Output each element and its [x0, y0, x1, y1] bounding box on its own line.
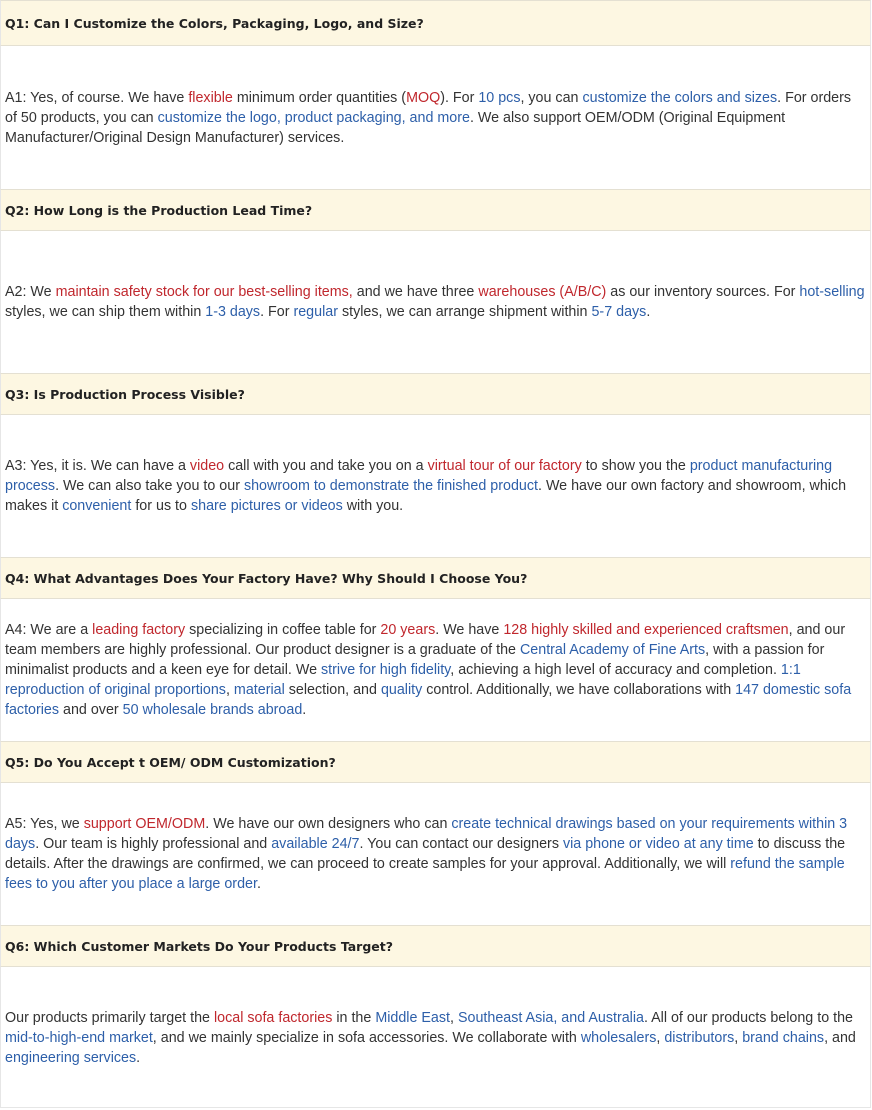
- answer-text-segment: , you can: [520, 89, 583, 106]
- answer-text-segment: ,: [450, 1009, 458, 1026]
- faq-question-6: Q6: Which Customer Markets Do Your Products Target?: [0, 925, 871, 967]
- faq-answer-4: [0, 599, 871, 741]
- faq-answer-3-text: [5, 456, 866, 516]
- faq-answer-5-text: [5, 814, 866, 894]
- answer-text-segment: , and: [824, 1029, 856, 1046]
- highlighted-phrase: 5-7 days: [591, 304, 647, 320]
- answer-text-segment: for us to: [131, 498, 191, 514]
- answer-text-segment: to show you the: [581, 458, 690, 474]
- highlighted-phrase: material: [233, 682, 285, 698]
- highlighted-phrase: warehouses (A/B/C): [478, 284, 607, 300]
- answer-text-segment: with you.: [342, 498, 404, 514]
- highlighted-phrase: customize the colors and sizes: [582, 89, 778, 106]
- answer-text-segment: A2: We: [5, 284, 56, 300]
- answer-text-segment: in the: [332, 1009, 376, 1026]
- answer-text-segment: . For orders of 50 products, you can: [5, 89, 852, 126]
- answer-text-segment: . We have: [435, 622, 504, 638]
- faq-answer-3: [0, 415, 871, 557]
- faq-question-1: Q1: Can I Customize the Colors, Packaging, Logo, and Size?: [0, 0, 871, 46]
- highlighted-phrase: leading factory: [92, 622, 186, 638]
- answer-text-segment: ). For: [440, 89, 479, 106]
- answer-text-segment: Our products primarily target the: [5, 1009, 214, 1026]
- highlighted-phrase: quality: [380, 682, 423, 698]
- highlighted-phrase: showroom to demonstrate the finished product: [243, 478, 538, 494]
- answer-text-segment: A3: Yes, it is. We can have a: [5, 458, 190, 474]
- highlighted-phrase: share pictures or videos: [190, 498, 343, 514]
- highlighted-phrase: 20 years: [380, 622, 436, 638]
- highlighted-phrase: regular: [293, 304, 338, 320]
- answer-text-segment: , and our team members are highly professional. Our product designer is a graduate of the: [5, 622, 846, 658]
- answer-text-segment: as our inventory sources. For: [606, 284, 800, 300]
- highlighted-phrase: Middle East: [375, 1009, 451, 1026]
- answer-text-segment: ,: [734, 1029, 743, 1046]
- answer-text-segment: styles, we can ship them within: [5, 304, 206, 320]
- answer-text-segment: styles, we can arrange shipment within: [337, 304, 592, 320]
- faq-answer-1-text: [5, 88, 866, 148]
- faq-question-3: Q3: Is Production Process Visible?: [0, 373, 871, 415]
- answer-text-segment: . We have our own designers who can: [205, 816, 452, 832]
- answer-text-segment: . Our team is highly professional and: [35, 836, 272, 852]
- highlighted-phrase: 147 domestic sofa factories: [5, 682, 852, 718]
- highlighted-phrase: via phone or video at any time: [562, 836, 754, 852]
- answer-text-segment: to discuss the details. After the drawings are confirmed, we can proceed to create samples for your approval. Additionally, we will: [5, 836, 846, 872]
- faq-answer-6-text: [5, 1008, 866, 1068]
- highlighted-phrase: virtual tour of our factory: [427, 458, 582, 474]
- highlighted-phrase: available 24/7: [271, 836, 360, 852]
- highlighted-phrase: support OEM/ODM: [83, 816, 206, 832]
- answer-text-segment: , with a passion for minimalist products and a keen eye for detail. We: [5, 642, 825, 678]
- answer-text-segment: . We also support OEM/ODM (Original Equipment Manufacturer/Original Design Manufacturer) services.: [5, 109, 786, 146]
- highlighted-phrase: convenient: [62, 498, 132, 514]
- answer-text-segment: . We have our own factory and showroom, which makes it: [5, 478, 847, 514]
- highlighted-phrase: MOQ: [406, 89, 441, 106]
- faq-answer-4-text: [5, 620, 866, 720]
- faq-answer-6: [0, 967, 871, 1108]
- answer-text-segment: control. Additionally, we have collaborations with: [422, 682, 736, 698]
- answer-text-segment: .: [256, 876, 261, 892]
- highlighted-phrase: 1:1 reproduction of original proportions: [5, 662, 801, 698]
- answer-text-segment: .: [646, 304, 651, 320]
- faq-question-2: Q2: How Long is the Production Lead Time?: [0, 189, 871, 231]
- answer-text-segment: . For: [260, 304, 294, 320]
- answer-text-segment: A4: We are a: [5, 622, 93, 638]
- highlighted-phrase: distributors: [664, 1029, 735, 1046]
- faq-answer-1: [0, 46, 871, 189]
- faq-question-5: Q5: Do You Accept t OEM/ ODM Customization?: [0, 741, 871, 783]
- answer-text-segment: minimum order quantities (: [232, 89, 407, 106]
- answer-text-segment: and over: [59, 702, 123, 718]
- highlighted-phrase: engineering services: [5, 1049, 137, 1066]
- highlighted-phrase: wholesalers: [580, 1029, 657, 1046]
- highlighted-phrase: flexible: [188, 89, 233, 106]
- answer-text-segment: . All of our products belong to the: [643, 1009, 853, 1026]
- highlighted-phrase: local sofa factories: [213, 1009, 333, 1026]
- answer-text-segment: A5: Yes, we: [5, 816, 84, 832]
- highlighted-phrase: Southeast Asia, and Australia: [457, 1009, 644, 1026]
- answer-text-segment: . We can also take you to our: [55, 478, 244, 494]
- highlighted-phrase: refund the sample fees to you after you place a large order: [5, 856, 845, 892]
- answer-text-segment: , achieving a high level of accuracy and completion.: [450, 662, 781, 678]
- faq-answer-2-text: [5, 282, 866, 322]
- answer-text-segment: ,: [225, 682, 234, 698]
- answer-text-segment: and we have three: [352, 284, 479, 300]
- answer-text-segment: specializing in coffee table for: [185, 622, 381, 638]
- faq-answer-2: [0, 231, 871, 373]
- highlighted-phrase: 50 wholesale brands abroad: [122, 702, 303, 718]
- answer-text-segment: .: [136, 1049, 141, 1066]
- highlighted-phrase: hot-selling: [799, 284, 865, 300]
- bottom-divider: [0, 1107, 871, 1108]
- highlighted-phrase: brand chains: [742, 1029, 825, 1046]
- answer-text-segment: selection, and: [284, 682, 381, 698]
- highlighted-phrase: 128 highly skilled and experienced craftsmen: [503, 622, 789, 638]
- answer-text-segment: A1: Yes, of course. We have: [5, 89, 189, 106]
- highlighted-phrase: maintain safety stock for our best-selling items,: [55, 284, 353, 300]
- highlighted-phrase: product manufacturing process: [5, 458, 833, 494]
- highlighted-phrase: mid-to-high-end market: [5, 1029, 153, 1046]
- highlighted-phrase: Central Academy of Fine Arts: [519, 642, 706, 658]
- highlighted-phrase: customize the logo, product packaging, and more: [157, 109, 470, 126]
- highlighted-phrase: video: [189, 458, 225, 474]
- highlighted-phrase: 1-3 days: [205, 304, 261, 320]
- answer-text-segment: ,: [656, 1029, 665, 1046]
- highlighted-phrase: strive for high fidelity: [321, 662, 451, 678]
- answer-text-segment: . You can contact our designers: [359, 836, 563, 852]
- answer-text-segment: , and we mainly specialize in sofa accessories. We collaborate with: [152, 1029, 581, 1046]
- answer-text-segment: .: [302, 702, 307, 718]
- highlighted-phrase: create technical drawings based on your requirements within 3 days: [5, 816, 848, 852]
- highlighted-phrase: 10 pcs: [478, 89, 521, 106]
- faq-answer-5: [0, 783, 871, 925]
- answer-text-segment: call with you and take you on a: [224, 458, 428, 474]
- faq-question-4: Q4: What Advantages Does Your Factory Have? Why Should I Choose You?: [0, 557, 871, 599]
